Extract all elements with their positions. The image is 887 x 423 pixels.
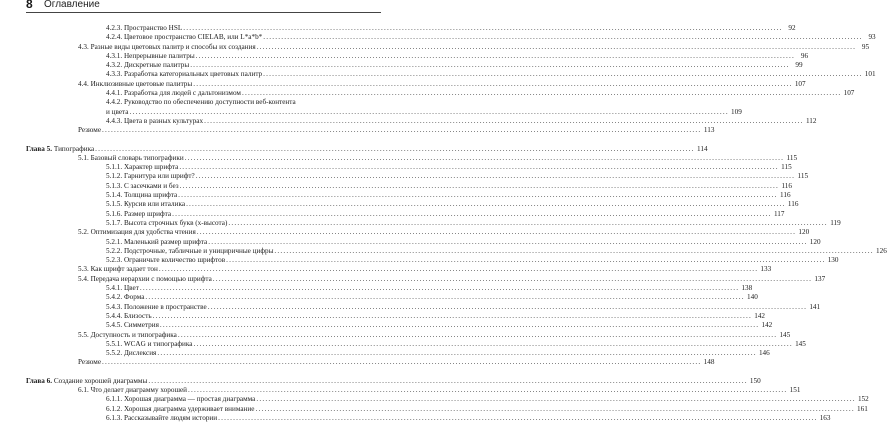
toc-entry[interactable] [26,330,791,340]
toc-entry-label: 4.2.3. Пространство HSL [106,24,183,32]
toc-entry[interactable] [26,79,806,89]
toc-gap [26,136,387,141]
toc-page-number: 115 [797,172,809,181]
dot-leader [178,331,777,340]
dot-leader [197,228,796,237]
toc-page-number: 116 [780,191,791,200]
toc-entry[interactable] [26,302,821,312]
toc-entry[interactable] [26,153,798,163]
dot-leader [228,219,827,228]
toc-entry-label: 5.5.2. Дислексия [106,349,157,358]
toc-entry-label: 6.1.1. Хорошая диаграмма — простая диаграмма [106,395,256,404]
toc-page-number: 148 [703,358,715,367]
chapter-number: Глава 5. [26,144,53,153]
dot-leader [148,377,747,386]
dot-leader [186,200,785,209]
dot-leader [226,256,825,265]
toc-page-number: 96 [800,51,809,60]
toc-entry-label: 5.3. Как шрифт задает тон [78,265,158,274]
toc-page-number: 117 [773,209,785,218]
toc-entry-label: 6.1. Что делает диаграмму хорошей [78,385,188,394]
toc-page-number: 99 [795,61,803,70]
dot-leader [193,80,792,89]
toc-entry[interactable] [26,24,796,33]
dot-leader [257,43,856,52]
toc-entry-label: 6.1.2. Хорошая диаграмма удерживает внимание [106,404,255,413]
toc-entry-label: 4.3.1. Непрерывные палитры [106,51,195,60]
dot-leader [263,70,862,79]
toc-entry-label: 4.3.3. Разработка категориальных цветовых палитр [106,70,263,79]
toc-page-number: 146 [758,349,770,358]
toc-page-number: 151 [789,385,801,394]
dot-leader [102,126,701,135]
toc-page-number: 119 [830,218,841,227]
toc-page-number: 150 [749,376,761,385]
toc-entry-label: 4.4.1. Разработка для людей с дальтонизмом [106,89,241,98]
toc-entry[interactable] [26,395,869,404]
dot-leader [204,117,803,126]
toc-page-number: 145 [795,339,806,348]
chapter-title: Типографика [52,144,95,153]
toc-entry[interactable] [26,339,806,349]
toc-entry-label: 5.1.5. Курсив или италика [106,200,186,209]
toc-page-number: 101 [864,70,876,79]
toc-page-number: 93 [868,33,876,42]
toc-entry[interactable] [26,191,791,200]
toc-chapter-entry[interactable] [26,376,761,386]
toc-entry-label: 5.1.1. Характер шрифта [106,163,179,172]
dot-leader [140,284,739,293]
page-number: 8 [26,0,33,11]
dot-leader [178,191,777,200]
toc-entry-label: 5.4.3. Положение в пространстве [106,302,207,311]
toc-entry[interactable] [26,98,387,107]
toc-page-number: 116 [787,200,799,209]
toc-entry[interactable] [26,404,868,414]
dot-leader [153,312,752,321]
toc-entry[interactable] [26,181,792,191]
toc-page-number: 140 [747,293,758,302]
toc-entry-label: 5.4.1. Цвет [106,284,139,293]
toc-entry-label: 4.3. Разные виды цветовых палитр и способы их создания [78,42,256,51]
toc-page-number: 120 [798,228,810,237]
toc-entry[interactable] [26,116,817,126]
toc-page-number: 95 [861,42,870,51]
toc-page-number: 107 [794,79,806,88]
toc-page-number: 133 [760,265,772,274]
toc-entry-label: 5.1.2. Гарнитура или шрифт? [106,172,195,181]
toc-entry[interactable] [26,237,821,247]
dot-leader [242,89,841,98]
toc-page-number: 163 [819,413,831,422]
toc-page-number: 126 [876,246,887,255]
dot-leader [193,340,792,349]
toc-entry[interactable] [26,172,809,181]
toc-entry-label: 5.2.2. Подстрочные, табличные и унициричные цифры [106,246,274,255]
toc-page-number: 92 [788,24,796,32]
toc-entry[interactable] [26,265,772,274]
table-of-contents [26,24,887,423]
toc-entry[interactable] [26,61,803,70]
toc-entry[interactable] [26,163,792,172]
toc-gap [26,368,387,373]
toc-page-number: 112 [805,116,817,125]
toc-entry[interactable] [26,274,826,284]
toc-entry[interactable] [26,284,753,293]
toc-entry[interactable] [26,218,841,228]
dot-leader [157,349,756,358]
toc-entry-label [26,145,94,154]
toc-entry[interactable] [26,246,887,256]
chapter-title: Создание хорошей диаграммы [52,376,148,385]
toc-entry-label: 5.1.7. Высота строчных букв (x-высота) [106,218,228,227]
toc-entry-label: 6.1.3. Рассказывайте людям истории [106,413,218,422]
toc-entry[interactable] [26,33,876,42]
toc-entry-label: 5.4. Передача иерархии с помощью шрифта [78,274,212,283]
dot-leader [180,182,779,191]
dot-leader [185,154,784,163]
toc-entry-label: 5.2. Оптимизация для удобства чтения [78,228,196,237]
toc-entry[interactable] [26,70,876,79]
toc-page-number: 109 [731,107,742,116]
toc-entry[interactable] [26,413,831,423]
dot-leader [196,52,795,61]
toc-entry-label: 4.4.2. Руководство по обеспечению доступности веб-контента [106,98,296,107]
dot-leader [188,386,787,395]
toc-chapter-entry[interactable] [26,144,708,154]
toc-entry-label: 4.4.3. Цвета в разных культурах [106,116,204,125]
toc-entry-label: Резюме [78,126,102,135]
dot-leader [102,358,701,367]
toc-entry[interactable] [26,358,715,367]
toc-page-number: 142 [754,311,765,320]
toc-entry-label: 5.4.2. Форма [106,293,145,302]
page-header [0,0,420,12]
dot-leader [213,275,812,284]
dot-leader [208,303,807,312]
toc-entry-label: 5.1.3. С засечками и без [106,181,179,190]
toc-entry-label [26,377,147,386]
toc-entry[interactable] [26,209,785,219]
toc-page-number: 114 [697,144,708,153]
toc-entry[interactable] [26,349,770,358]
toc-page-number: 142 [761,321,773,330]
dot-leader [196,172,795,181]
toc-entry-label: 4.3.2. Дискретные палитры [106,61,190,70]
toc-entry-label: 5.5.1. WCAG и типографика [106,339,193,348]
toc-page-number: 130 [827,256,839,265]
toc-entry-label: 5.1.4. Толщина шрифта [106,191,178,200]
toc-page-number: 161 [857,404,868,413]
chapter-number: Глава 6. [26,376,53,385]
dot-leader [159,265,758,274]
toc-entry[interactable] [26,228,810,237]
toc-entry-label: 5.5. Доступность и типографика [78,330,177,339]
toc-entry-label: 5.4.5. Симметрия [106,321,159,330]
dot-leader [129,108,728,117]
dot-leader [179,163,778,172]
dot-leader [172,210,771,219]
toc-page-number: 145 [779,330,791,339]
toc-entry-label: и цвета [106,107,129,116]
dot-leader [218,414,817,423]
toc-entry[interactable] [26,293,758,302]
toc-page-number: 137 [814,274,826,283]
dot-leader [274,247,873,256]
toc-entry[interactable] [26,385,801,395]
toc-entry-label: 5.2.3. Ограничьте количество шрифтов [106,256,226,265]
toc-page-number: 120 [809,237,821,246]
toc-entry-label: 5.1. Базовый словарь типографики [78,153,184,162]
toc-entry-label: 4.4. Инклюзивные цветовые палитры [78,79,193,88]
toc-page-number: 107 [843,89,855,98]
toc-entry[interactable] [26,107,742,117]
dot-leader [160,321,759,330]
dot-leader [208,238,807,247]
dot-leader [190,61,789,70]
toc-entry[interactable] [26,321,773,330]
toc-entry[interactable] [26,51,809,61]
header-rule [26,12,381,13]
dot-leader [255,405,854,414]
toc-entry-label: 5.1.6. Размер шрифта [106,209,172,218]
dot-leader [95,145,694,154]
toc-page-number: 113 [703,126,715,135]
toc-entry[interactable] [26,256,839,265]
toc-page-number: 115 [781,163,792,172]
toc-entry-label: 5.2.1. Маленький размер шрифта [106,237,208,246]
toc-page-number: 141 [809,302,821,311]
toc-entry-label: 4.2.4. Цветовое пространство CIELAB, или L*a*b* [106,33,263,42]
dot-leader [256,395,855,404]
dot-leader [183,24,782,33]
toc-entry[interactable] [26,311,765,321]
toc-page-number: 116 [781,181,792,190]
toc-entry[interactable] [26,42,870,52]
toc-entry[interactable] [26,126,715,135]
toc-entry-label: Резюме [78,358,102,367]
toc-page-number: 138 [741,284,753,293]
toc-entry[interactable] [26,89,855,98]
dot-leader [263,33,862,42]
dot-leader [145,293,744,302]
toc-entry-label: 5.4.4. Близость [106,311,152,320]
toc-page-number: 115 [786,153,798,162]
running-title: Оглавление [44,0,100,10]
toc-entry[interactable] [26,200,799,209]
toc-page-number: 152 [857,395,869,404]
